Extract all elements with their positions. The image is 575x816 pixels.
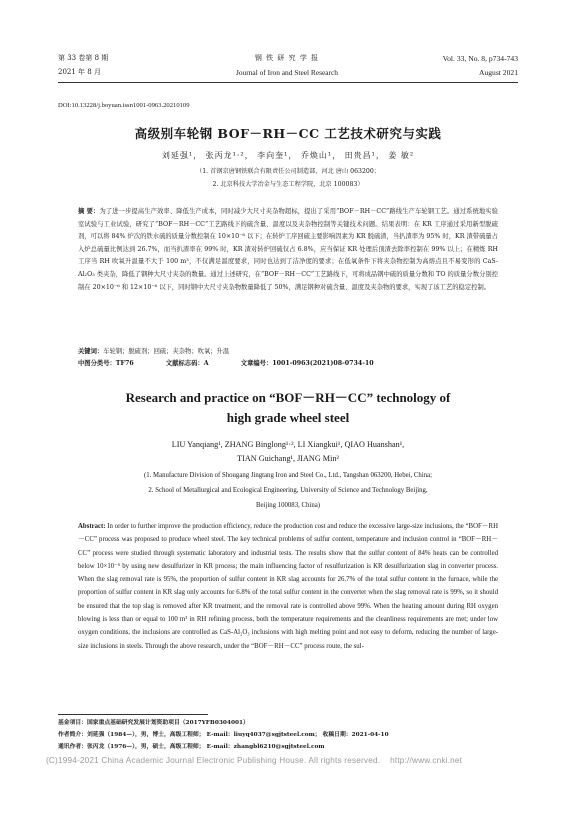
header-date-cn: 2021 年 8 月 bbox=[58, 68, 101, 76]
cn-affiliation-1: （1. 首钢京唐钢铁联合有限责任公司制造部，河北 唐山 063200； bbox=[196, 168, 380, 175]
en-authors-line-1: LIU Yanqiang¹, ZHANG Binglong¹·², LI Xiangkui¹, QIAO Huanshan¹, bbox=[171, 440, 405, 449]
header-date-en: August 2021 bbox=[478, 68, 518, 77]
cn-title: 高级别车轮钢 BOF－RH－CC 工艺技术研究与实践 bbox=[134, 126, 442, 141]
header-rule bbox=[58, 82, 518, 83]
cn-keywords-text: 车轮钢；脱硫剂；回硫；夹杂物；吹氧；升温 bbox=[103, 348, 230, 355]
footnote-contact: 通讯作者：张丙龙（1976—），男，硕士，高级工程师； E-mail：zhangbl6210@sgjtsteel.com bbox=[58, 744, 325, 750]
cn-classification bbox=[78, 358, 498, 371]
cn-affiliation-2: 2. 北京科技大学冶金与生态工程学院，北京 100083） bbox=[212, 181, 364, 188]
doi: DOI:10.13228/j.boyuan.issn1001-0963.20210109 bbox=[58, 102, 190, 109]
footnote-author-info: 作者简介：刘延强（1984—），男，博士，高级工程师； E-mail：liuyq4037@sgjtsteel.com； 收稿日期：2021-04-10 bbox=[58, 732, 389, 738]
cn-keywords-label: 关键词： bbox=[78, 348, 104, 355]
cn-abstract-text: 为了进一步提高生产效率、降低生产成本，同时减少大尺寸夹杂物超标，提出了采用“BOF－RH－CC”路线生产车轮钢工艺。通过系统地实验室试验与工业试验，研究了“BOF－RH－CC”工艺路线下的硫含量、温度以及夹杂物控制等关键技术问题。结果表明：在 KR 工序通过采用新型脱硫剂，可以将 84% 炉次的铁水硫的质量分数控制在 10×10⁻⁶ 以下；在转炉工序回硫主要影响因素为 KR 脱硫渣，当扒渣率为 95% 时，KR 渣带硫量占入炉总硫量比例达到 26.7%，而当扒渣率在 99% 时，KR 渣对转炉回硫仅占 6.8%，应当保证 KR 处理后顶渣去除率控制在 99% 以上；在精炼 RH 工序当 RH 吹氧升温量不大于 100 m³，不仅满足温度要求，同时也达到了洁净度的要求；在低氧条件下将夹杂物控制为高熔点且不易变形的 CaS-Al₂O₃ 类夹杂，降低了钢种大尺寸夹杂的数量。通过上述研究，在“BOF－RH－CC”工艺路线下，可将成品钢中硫的质量分数和 TO 的质量分数分别控制在 20×10⁻⁶ 和 12×10⁻⁶ 以下，同时钢中大尺寸夹杂物数量降低了 50%，满足钢种对硫含量、温度及夹杂物的要求，实现了该工艺的稳定控制。 bbox=[78, 208, 498, 291]
cn-doc-code: 文献标志码：A bbox=[165, 360, 209, 367]
header-volume-cn: 第 33 卷第 8 期 bbox=[58, 54, 109, 62]
cn-abstract-label: 摘 要： bbox=[78, 208, 100, 215]
en-abstract-label: Abstract: bbox=[78, 523, 106, 530]
header-volume-en: Vol. 33, No. 8, p734-743 bbox=[442, 54, 518, 63]
en-title-line-2: high grade wheel steel bbox=[226, 410, 350, 425]
cn-keywords bbox=[78, 346, 498, 359]
en-title-line-1: Research and practice on “BOF－RH－CC” technology of bbox=[125, 390, 451, 405]
header-journal-en: Journal of Iron and Steel Research bbox=[236, 68, 338, 77]
cn-clc: 中图分类号：TF76 bbox=[78, 360, 134, 367]
en-authors-line-2: TIAN Guichang¹, JIANG Min² bbox=[237, 454, 339, 463]
header-journal-cn: 钢 铁 研 究 学 报 bbox=[254, 54, 320, 62]
en-abstract-text: In order to further improve the production efficiency, reduce the production cost and reduce the excessive large-size inclusions, the “BOF－RH－CC” process was proposed to produce wheel steel. The key technical problems of sulfur content, temperature and inclusion control in “BOF－RH－CC” process were studied through systematic laboratory and industrial tests. The results show that the sulfur content of 84% heats can be controlled below 10×10⁻⁶ by using new desulfurizer in KR process; the main influencing factor of resulfurization is KR desulfurization slag in converter process. When the slag removal rate is 95%, the proportion of sulfur content in KR slag accounts for 26.7% of the total sulfur content in the furnace, while the proportion of sulfur content in KR slag only accounts for 6.8% of the total sulfur content in the converter when the slag removal rate is 99%, so it should be ensured that the top slag is removed after KR treatment, and the removal rate is controlled above 99%. When the heating amount during RH oxygen blowing is less than or equal to 100 m³ in RH refining process, both the temperature requirements and the cleanliness requirements are met; under low oxygen conditions, the inclusions are controlled as CaS-Al₂O₃ inclusions with high melting point and not easy to deform, reducing the number of large-size inclusions in steels. Through the above research, under the “BOF－RH－CC” process route, the sul- bbox=[78, 523, 498, 650]
footnote-fund: 基金项目：国家重点基础研究发展计划资助项目（2017YFB0304001） bbox=[58, 720, 249, 726]
en-abstract bbox=[78, 520, 498, 653]
footnote-rule bbox=[58, 714, 208, 715]
cn-abstract bbox=[78, 206, 498, 294]
cn-article-number: 文章编号：1001-0963(2021)08-0734-10 bbox=[240, 360, 374, 367]
copyright-line: (C)1994-2021 China Academic Journal Electronic Publishing House. All rights reserved. http://www.cnki.net bbox=[46, 756, 463, 765]
en-affiliation-line-1: (1. Manufacture Division of Shougang Jingtang Iron and Steel Co., Ltd., Tangshan 063200, Hebei, China; bbox=[143, 472, 433, 479]
cn-authors: 刘延强¹， 张丙龙¹·²， 李向奎¹， 乔焕山¹， 田贵昌¹， 姜 敏² bbox=[161, 151, 415, 160]
en-affiliation-line-2: 2. School of Metallurgical and Ecological Engineering, University of Science and Technology Beijing, bbox=[148, 487, 428, 494]
en-affiliation-line-3: Beijing 100083, China) bbox=[256, 502, 320, 509]
